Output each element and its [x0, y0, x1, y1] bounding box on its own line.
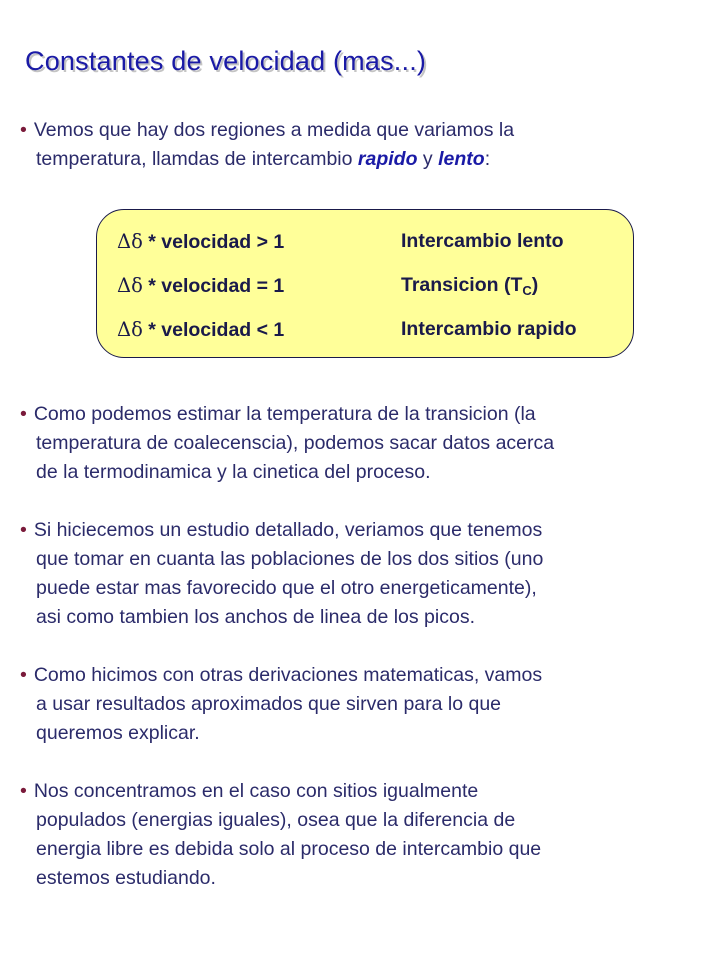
regime-condition: [117, 230, 284, 254]
emphasis-rapido: rapido: [357, 148, 418, 170]
paragraph-text: y: [417, 148, 439, 170]
paragraph-text: Vemos que hay dos regiones a medida que variamos la: [33, 119, 515, 141]
result-text: Transicion (T: [401, 274, 523, 296]
paragraph-line: temperatura de coalecenscia), podemos sacar datos acerca: [36, 432, 555, 454]
regime-result: Intercambio rapido: [401, 318, 577, 340]
condition-text: * velocidad > 1: [142, 231, 285, 253]
regime-result: Intercambio lento: [401, 230, 564, 252]
condition-text: * velocidad = 1: [142, 275, 285, 297]
bullet-icon: •: [20, 403, 27, 425]
paragraph-study: [20, 516, 710, 632]
paragraph-line: [20, 661, 710, 690]
paragraph-line: puede estar mas favorecido que el otro energeticamente),: [36, 577, 537, 599]
delta-symbol: Δδ: [117, 230, 143, 253]
paragraph-text: Como podemos estimar la temperatura de la transicion (la: [33, 403, 536, 425]
paragraph-line: que tomar en cuanta las poblaciones de los dos sitios (uno: [36, 548, 544, 570]
paragraph-line: [20, 145, 710, 174]
paragraph-approximations: [20, 661, 710, 748]
paragraph-line: [20, 116, 710, 145]
paragraph-line: [20, 516, 710, 545]
paragraph-text: Como hicimos con otras derivaciones matematicas, vamos: [33, 664, 543, 686]
regime-row-fast: [117, 318, 577, 342]
paragraph-line: energia libre es debida solo al proceso de intercambio que: [36, 838, 542, 860]
bullet-icon: •: [20, 664, 27, 686]
regime-result: [401, 274, 538, 297]
paragraph-line: [20, 400, 710, 429]
paragraph-text: Si hiciecemos un estudio detallado, veriamos que tenemos: [33, 519, 543, 541]
result-subscript: C: [522, 283, 532, 298]
emphasis-lento: lento: [438, 148, 485, 170]
regime-row-transition: [117, 274, 539, 298]
regime-condition: [117, 274, 284, 298]
paragraph-line: a usar resultados aproximados que sirven para lo que: [36, 693, 502, 715]
page-title: Constantes de velocidad (mas...): [25, 46, 427, 76]
paragraph-intro: [20, 116, 710, 174]
regime-condition: [117, 318, 284, 342]
paragraph-text: :: [484, 148, 491, 170]
paragraph-line: [20, 777, 710, 806]
exchange-regime-box: [96, 209, 634, 358]
paragraph-text: Nos concentramos en el caso con sitios igualmente: [33, 780, 479, 802]
paragraph-text: temperatura, llamdas de intercambio: [36, 148, 358, 170]
paragraph-transition: [20, 400, 710, 487]
paragraph-line: asi como tambien los anchos de linea de los picos.: [36, 606, 475, 628]
regime-row-slow: [117, 230, 564, 254]
delta-symbol: Δδ: [117, 318, 143, 341]
bullet-icon: •: [20, 780, 27, 802]
paragraph-line: de la termodinamica y la cinetica del proceso.: [36, 461, 431, 483]
paragraph-equal-populations: [20, 777, 710, 893]
result-text: ): [531, 274, 539, 296]
delta-symbol: Δδ: [117, 274, 143, 297]
condition-text: * velocidad < 1: [142, 319, 285, 341]
paragraph-line: queremos explicar.: [36, 722, 200, 744]
bullet-icon: •: [20, 519, 27, 541]
paragraph-line: populados (energias iguales), osea que la diferencia de: [36, 809, 516, 831]
paragraph-line: estemos estudiando.: [36, 867, 216, 889]
bullet-icon: •: [20, 119, 27, 141]
